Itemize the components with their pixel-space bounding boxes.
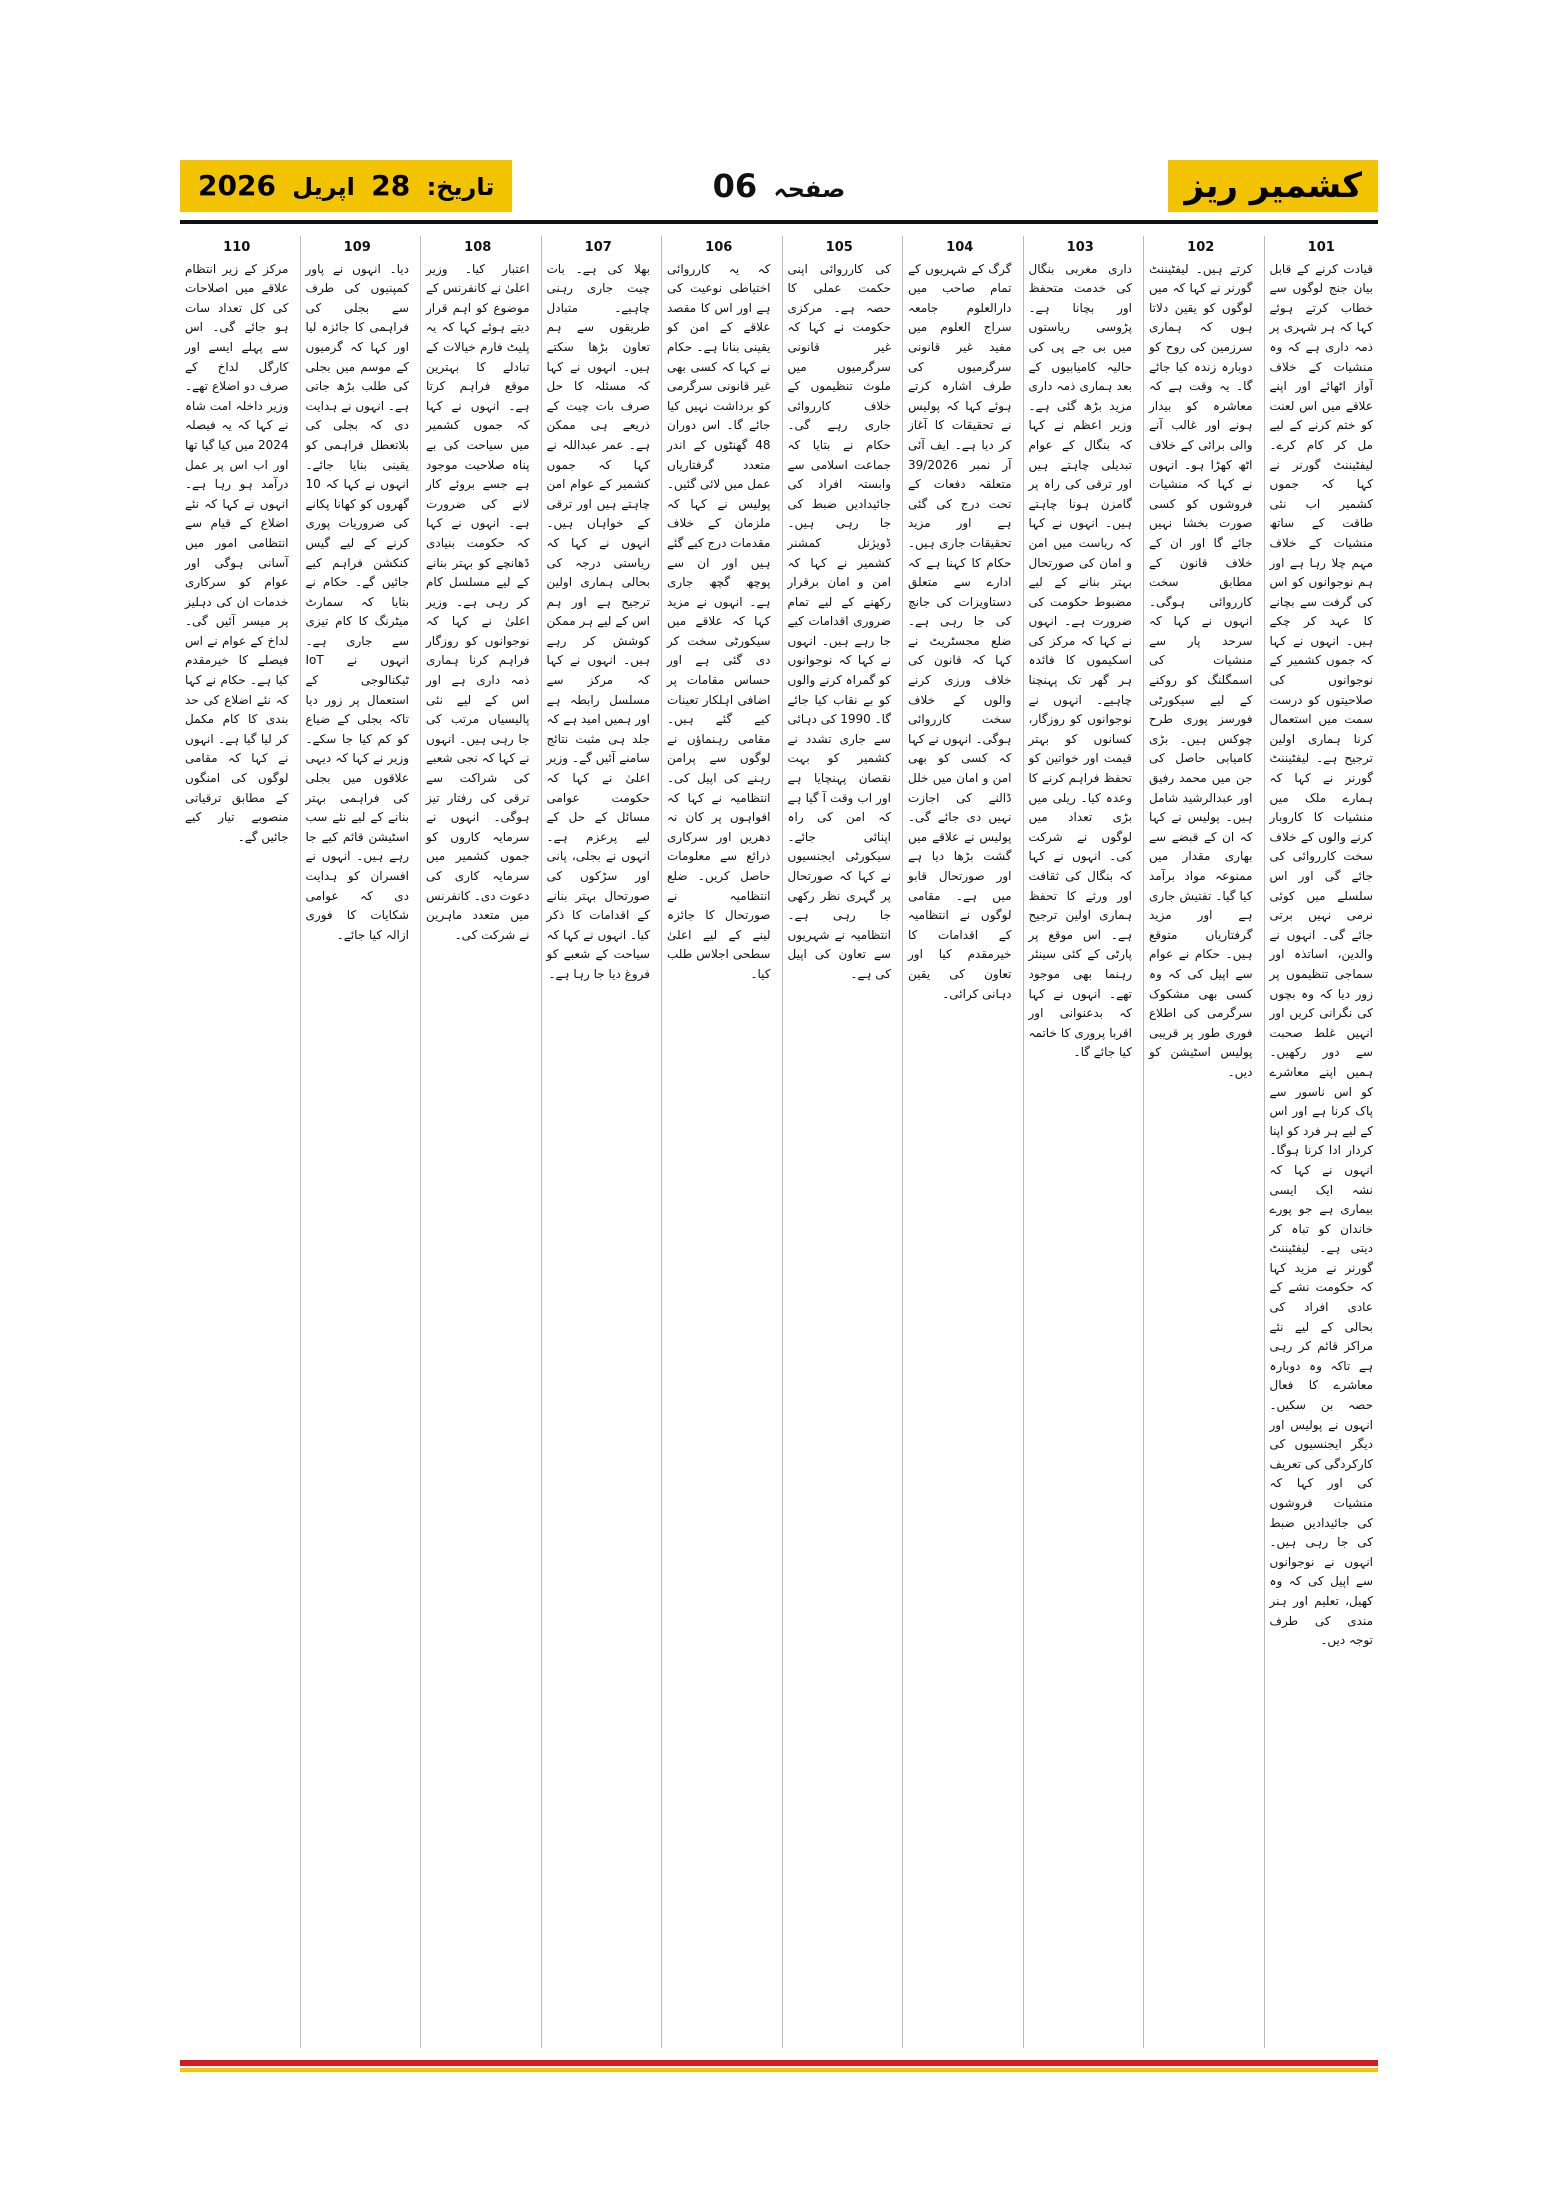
story-text: مرکز کے زیر انتظام علاقے میں اصلاحات کی کل تعداد سات ہو جائے گی۔ اس سے پہلے ایسے اور کارگل لداخ کے صرف دو اضلاع تھے۔ وزیر داخلہ امت شاہ نے کہا کہ یہ فیصلہ 2024 میں کیا گیا تھا اور اب اس پر عمل درآمد ہو رہا ہے۔ انہوں نے کہا کہ نئے اضلاع کے قیام سے انتظامی امور میں آسانی ہوگی اور عوام کو سرکاری خدمات ان کی دہلیز پر میسر آئیں گی۔ لداخ کے عوام نے اس فیصلے کا خیرمقدم کیا ہے۔ حکام نے کہا کہ نئے اضلاع کی حد بندی کا کام مکمل کر لیا گیا ہے۔ انہوں نے کہا کہ مقامی لوگوں کی امنگوں کے مطابق ترقیاتی منصوبے تیار کیے جائیں گے۔ xyxy=(185,261,289,844)
news-column-6 xyxy=(661,236,776,2048)
story-number: 110 xyxy=(223,240,251,255)
news-columns xyxy=(180,236,1378,2048)
story-number: 104 xyxy=(946,240,974,255)
date-day: 28 xyxy=(371,169,411,202)
story-text: اعتبار کیا۔ وزیر اعلیٰ نے کانفرنس کے موضوع کو اہم قرار دیتے ہوئے کہا کہ یہ پلیٹ فارم خیالات کے تبادلے کا بہترین موقع فراہم کرتا ہے۔ انہوں نے کہا کہ جموں کشمیر میں سیاحت کی بے پناہ صلاحیت موجود ہے جسے بروئے کار لانے کی ضرورت ہے۔ انہوں نے کہا کہ حکومت بنیادی ڈھانچے کو بہتر بنانے کے لیے مسلسل کام کر رہی ہے۔ وزیر اعلیٰ نے کہا کہ نوجوانوں کو روزگار فراہم کرنا ہماری ذمہ داری ہے اور اس کے لیے نئی پالیسیاں مرتب کی جا رہی ہیں۔ انہوں نے کہا کہ نجی شعبے کی شراکت سے ترقی کی رفتار تیز ہوگی۔ انہوں نے سرمایہ کاروں کو جموں کشمیر میں سرمایہ کاری کی دعوت دی۔ کانفرنس میں متعدد ماہرین نے شرکت کی۔ xyxy=(426,261,530,942)
story-number: 106 xyxy=(705,240,733,255)
story-number: 101 xyxy=(1307,240,1335,255)
news-column-10 xyxy=(180,236,294,2048)
story-number: 103 xyxy=(1066,240,1094,255)
story-text: کی کارروائی اپنی حکمت عملی کا حصہ ہے۔ مرکزی حکومت نے کہا کہ غیر قانونی سرگرمیوں میں ملوث تنظیموں کے خلاف کارروائی جاری رہے گی۔ حکام نے بتایا کہ جماعت اسلامی سے وابستہ افراد کی جائیدادیں ضبط کی جا رہی ہیں۔ ڈویژنل کمشنر کشمیر نے کہا کہ امن و امان برقرار رکھنے کے لیے تمام ضروری اقدامات کیے جا رہے ہیں۔ انہوں نے کہا کہ نوجوانوں کو گمراہ کرنے والوں کو بے نقاب کیا جائے گا۔ 1990 کی دہائی سے جاری تشدد نے کشمیر کو بہت نقصان پہنچایا ہے اور اب وقت آ گیا ہے کہ امن کی راہ اپنائی جائے۔ سیکورٹی ایجنسیوں نے کہا کہ صورتحال پر گہری نظر رکھی جا رہی ہے۔ انتظامیہ نے شہریوں سے تعاون کی اپیل کی ہے۔ xyxy=(787,261,892,981)
footer-rule-gold xyxy=(180,2068,1378,2072)
story-number: 105 xyxy=(825,240,853,255)
story-text: دیا۔ انہوں نے پاور کمپنیوں کی طرف سے بجلی کی فراہمی کا جائزہ لیا اور کہا کہ گرمیوں کے موسم میں بجلی کی طلب بڑھ جاتی ہے۔ انہوں نے ہدایت دی کہ بجلی کی بلاتعطل فراہمی کو یقینی بنایا جائے۔ انہوں نے کہا کہ 10 گھروں کو کھانا پکانے کی ضروریات پوری کرنے کے لیے گیس کنکشن فراہم کیے جائیں گے۔ حکام نے بتایا کہ سمارٹ میٹرنگ کا کام تیزی سے جاری ہے۔ انہوں نے IoT ٹیکنالوجی کے استعمال پر زور دیا تاکہ بجلی کے ضیاع کو کم کیا جا سکے۔ وزیر نے کہا کہ دیہی علاقوں میں بجلی کی فراہمی بہتر بنانے کے لیے نئے سب اسٹیشن قائم کیے جا رہے ہیں۔ انہوں نے افسران کو ہدایت دی کہ عوامی شکایات کا فوری ازالہ کیا جائے۔ xyxy=(305,261,409,942)
page-number-label xyxy=(713,160,846,212)
story-number: 108 xyxy=(464,240,492,255)
page-number: 06 xyxy=(712,167,758,205)
news-column-8 xyxy=(420,236,535,2048)
date-year: 2026 xyxy=(198,169,276,202)
news-column-1 xyxy=(1264,236,1379,2048)
news-column-4 xyxy=(902,236,1017,2048)
page-label-text: صفحہ xyxy=(773,175,846,203)
story-number: 102 xyxy=(1187,240,1215,255)
story-number: 107 xyxy=(584,240,612,255)
newspaper-name: کشمیر ریز xyxy=(1168,160,1378,212)
date-month: اپریل xyxy=(292,173,355,201)
story-text: بھلا کی ہے۔ بات چیت جاری رہنی چاہیے۔ متبادل طریقوں سے ہم تعاون بڑھا سکتے ہیں۔ انہوں نے کہا کہ مسئلہ کا حل صرف بات چیت کے ذریعے ہی ممکن ہے۔ عمر عبداللہ نے کہا کہ جموں کشمیر کے عوام امن چاہتے ہیں اور ترقی کے خواہاں ہیں۔ انہوں نے کہا کہ ریاستی درجہ کی بحالی ہماری اولین ترجیح ہے اور ہم اس کے لیے ہر ممکن کوشش کر رہے ہیں۔ انہوں نے کہا کہ مرکز سے مسلسل رابطہ ہے اور ہمیں امید ہے کہ جلد ہی مثبت نتائج سامنے آئیں گے۔ وزیر اعلیٰ نے کہا کہ حکومت عوامی مسائل کے حل کے لیے پرعزم ہے۔ انہوں نے بجلی، پانی اور سڑکوں کی صورتحال بہتر بنانے کے اقدامات کا ذکر کیا۔ انہوں نے کہا کہ سیاحت کے شعبے کو فروغ دیا جا رہا ہے۔ xyxy=(546,261,650,981)
story-text: قیادت کرنے کے قابل بیان جنج لوگوں سے خطاب کرتے ہوئے کہا کہ ہر شہری پر ذمہ داری ہے کہ وہ منشیات کے خلاف آواز اٹھائے اور اپنے علاقے میں اس لعنت کو ختم کرنے کے لیے مل کر کام کرے۔ لیفٹیننٹ گورنر نے کہا کہ جموں کشمیر اب نئی طاقت کے ساتھ منشیات کے خلاف مہم چلا رہا ہے اور ہم نوجوانوں کو اس کی گرفت سے بچانے کا عہد کر چکے ہیں۔ انہوں نے کہا کہ جموں کشمیر کے نوجوانوں کی صلاحیتوں کو درست سمت میں استعمال کرنا ہماری اولین ترجیح ہے۔ لیفٹیننٹ گورنر نے کہا کہ ہمارے ملک میں منشیات کا کاروبار کرنے والوں کے خلاف سخت کارروائی کی جائے گی اور اس سلسلے میں کوئی نرمی نہیں برتی جائے گی۔ انہوں نے والدین، اساتذہ اور سماجی تنظیموں پر زور دیا کہ وہ بچوں کی نگرانی کریں اور انہیں غلط صحبت سے دور رکھیں۔ ہمیں اپنے معاشرے کو اس ناسور سے پاک کرنا ہے اور اس کے لیے ہر فرد کو اپنا کردار ادا کرنا ہوگا۔ انہوں نے کہا کہ نشہ ایک ایسی بیماری ہے جو پورے خاندان کو تباہ کر دیتی ہے۔ لیفٹیننٹ گورنر نے مزید کہا کہ حکومت نشے کے عادی افراد کی بحالی کے لیے نئے مراکز قائم کر رہی ہے تاکہ وہ دوبارہ معاشرے کا فعال حصہ بن سکیں۔ انہوں نے پولیس اور دیگر ایجنسیوں کی کارکردگی کی تعریف کی اور کہا کہ منشیات فروشوں کی جائیدادیں ضبط کی جا رہی ہیں۔ انہوں نے نوجوانوں سے اپیل کی کہ وہ کھیل، تعلیم اور ہنر مندی کی طرف توجہ دیں۔ xyxy=(1269,261,1373,1648)
story-text: کہ یہ کارروائی اختیاطی نوعیت کی ہے اور اس کا مقصد علاقے کے امن کو یقینی بنانا ہے۔ حکام نے کہا کہ کسی بھی غیر قانونی سرگرمی کو برداشت نہیں کیا جائے گا۔ اس دوران 48 گھنٹوں کے اندر متعدد گرفتاریاں عمل میں لائی گئیں۔ پولیس نے کہا کہ ملزمان کے خلاف مقدمات درج کیے گئے ہیں اور ان سے پوچھ گچھ جاری ہے۔ انہوں نے مزید کہا کہ علاقے میں سیکورٹی سخت کر دی گئی ہے اور حساس مقامات پر اضافی اہلکار تعینات کیے گئے ہیں۔ مقامی رہنماؤں نے لوگوں سے پرامن رہنے کی اپیل کی۔ انتظامیہ نے کہا کہ افواہوں پر کان نہ دھریں اور سرکاری ذرائع سے معلومات حاصل کریں۔ ضلع انتظامیہ نے صورتحال کا جائزہ لینے کے لیے اعلیٰ سطحی اجلاس طلب کیا۔ xyxy=(667,261,771,981)
news-column-3 xyxy=(1023,236,1138,2048)
news-column-7 xyxy=(541,236,656,2048)
story-text: گرگ کے شہریوں کے تمام صاحب میں دارالعلوم جامعہ سراج العلوم میں مفید غیر قانونی سرگرمیوں کی طرف اشارہ کرتے ہوئے کہا کہ پولیس نے تحقیقات کا آغاز کر دیا ہے۔ ایف آئی آر نمبر 39/2026 متعلقہ دفعات کے تحت درج کی گئی ہے اور مزید تحقیقات جاری ہیں۔ حکام کا کہنا ہے کہ ادارے سے متعلق دستاویزات کی جانچ کی جا رہی ہے۔ ضلع مجسٹریٹ نے کہا کہ قانون کی خلاف ورزی کرنے والوں کے خلاف سخت کارروائی ہوگی۔ انہوں نے کہا کہ کسی کو بھی امن و امان میں خلل ڈالنے کی اجازت نہیں دی جائے گی۔ پولیس نے علاقے میں گشت بڑھا دیا ہے اور صورتحال قابو میں ہے۔ مقامی لوگوں نے انتظامیہ کے اقدامات کا خیرمقدم کیا اور تعاون کی یقین دہانی کرائی۔ xyxy=(908,261,1012,1001)
story-text: کرتے ہیں۔ لیفٹیننٹ گورنر نے کہا کہ میں لوگوں کو یقین دلاتا ہوں کہ ہماری سرزمین کی روح کو دوبارہ زندہ کیا جائے گا۔ یہ وقت ہے کہ معاشرہ کو بیدار ہونے اور غالب آنے والی برائی کے خلاف اٹھ کھڑا ہو۔ انہوں نے کہا کہ منشیات فروشوں کو کسی صورت بخشا نہیں جائے گا اور ان کے خلاف قانون کے مطابق سخت کارروائی ہوگی۔ انہوں نے کہا کہ سرحد پار سے منشیات کی اسمگلنگ کو روکنے کے لیے سیکورٹی فورسز پوری طرح چوکس ہیں۔ بڑی کامیابی حاصل کی جن میں محمد رفیق اور عبدالرشید شامل ہیں۔ پولیس نے کہا کہ ان کے قبضے سے بھاری مقدار میں ممنوعہ مواد برآمد کیا گیا۔ تفتیش جاری ہے اور مزید گرفتاریاں متوقع ہیں۔ حکام نے عوام سے اپیل کی کہ وہ کسی بھی مشکوک سرگرمی کی اطلاع فوری طور پر قریبی پولیس اسٹیشن کو دیں۔ xyxy=(1149,261,1253,1079)
masthead xyxy=(180,154,1378,224)
issue-date xyxy=(180,160,512,212)
news-column-2 xyxy=(1143,236,1258,2048)
date-label: تاریخ: xyxy=(426,173,495,201)
footer-rule-red xyxy=(180,2060,1378,2066)
story-number: 109 xyxy=(343,240,371,255)
story-text: داری مغربی بنگال کی خدمت متحفظ اور بچانا ہے۔ پڑوسی ریاستوں میں بی جے پی کی حالیہ کامیابیوں کے بعد ہماری ذمہ داری مزید بڑھ گئی ہے۔ وزیر اعظم نے کہا کہ بنگال کے عوام تبدیلی چاہتے ہیں اور ترقی کی راہ پر گامزن ہونا چاہتے ہیں۔ انہوں نے کہا کہ ریاست میں امن و امان کی صورتحال بہتر بنانے کے لیے مضبوط حکومت کی ضرورت ہے۔ انہوں نے کہا کہ مرکز کی اسکیموں کا فائدہ ہر گھر تک پہنچنا چاہیے۔ انہوں نے نوجوانوں کو روزگار، کسانوں کو بہتر قیمت اور خواتین کو تحفظ فراہم کرنے کا وعدہ کیا۔ ریلی میں بڑی تعداد میں لوگوں نے شرکت کی۔ انہوں نے کہا کہ بنگال کی ثقافت اور ورثے کا تحفظ ہماری اولین ترجیح ہے۔ اس موقع پر پارٹی کے کئی سینئر رہنما بھی موجود تھے۔ انہوں نے کہا کہ بدعنوانی اور اقربا پروری کا خاتمہ کیا جائے گا۔ xyxy=(1028,261,1132,1060)
news-column-9 xyxy=(300,236,415,2048)
news-column-5 xyxy=(782,236,897,2048)
